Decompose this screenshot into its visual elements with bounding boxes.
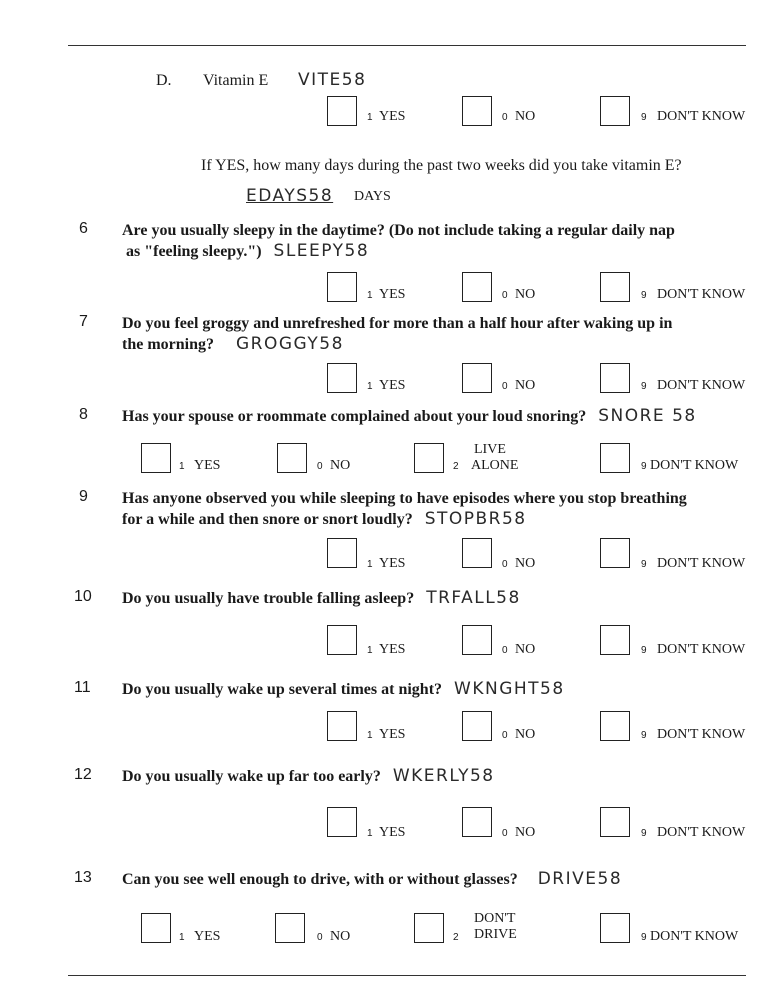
choice-code: 1 (367, 730, 373, 741)
checkbox-yes[interactable] (327, 96, 357, 126)
item-label: Vitamin E (203, 72, 269, 89)
variable-code: VITE58 (298, 70, 367, 90)
question-text (122, 869, 622, 890)
checkbox-dont-know[interactable] (600, 272, 630, 302)
question-number: 9 (79, 488, 88, 505)
question-line: as "feeling sleepy.") (126, 243, 262, 260)
variable-code: GROGGY58 (236, 334, 344, 354)
question-line: Do you feel groggy and unrefreshed for more than a half hour after waking up in (122, 315, 673, 332)
checkbox-dont-know[interactable] (600, 538, 630, 568)
question-line: Do you usually wake up far too early? (122, 768, 381, 785)
variable-code: DRIVE58 (537, 869, 623, 889)
checkbox-yes[interactable] (327, 711, 357, 741)
choice-code: 2 (453, 932, 459, 943)
choice-label: DON'T KNOW (657, 287, 746, 302)
choice-label-line: LIVE (474, 442, 506, 457)
choice-label: YES (379, 727, 406, 742)
checkbox-no[interactable] (462, 272, 492, 302)
choice-code: 9 (641, 112, 647, 123)
choice-code: 1 (367, 290, 373, 301)
checkbox-yes[interactable] (327, 807, 357, 837)
choice-label-line: DON'T (474, 911, 516, 926)
choice-label: YES (194, 929, 221, 944)
choice-label: DON'T KNOW (657, 109, 746, 124)
choice-code: 1 (367, 559, 373, 570)
checkbox-no[interactable] (462, 538, 492, 568)
choice-label: DON'T KNOW (650, 458, 739, 473)
item-letter: D. (156, 72, 172, 89)
choice-label: NO (515, 556, 536, 571)
question-number: 6 (79, 220, 88, 237)
choice-label: NO (515, 109, 536, 124)
choice-label (474, 911, 517, 943)
choice-code: 9 (641, 645, 647, 656)
choice-code: 0 (502, 645, 508, 656)
choice-label: YES (379, 109, 406, 124)
choice-code: 9 (641, 381, 647, 392)
choice-code: 2 (453, 461, 459, 472)
choice-label: DON'T KNOW (657, 642, 746, 657)
choice-code: 0 (502, 381, 508, 392)
question-text (122, 220, 675, 262)
question-text (122, 766, 495, 787)
checkbox-yes[interactable] (141, 913, 171, 943)
choice-code: 0 (502, 559, 508, 570)
choice-label-line: DRIVE (474, 927, 517, 942)
checkbox-yes[interactable] (327, 625, 357, 655)
choice-code: 9 (641, 290, 647, 301)
variable-code: WKNGHT58 (454, 679, 565, 699)
followup-question: If YES, how many days during the past two weeks did you take vitamin E? (201, 157, 682, 174)
choice-label: DON'T KNOW (657, 378, 746, 393)
question-line: Has your spouse or roommate complained about your loud snoring? (122, 408, 587, 425)
choice-code: 1 (367, 112, 373, 123)
choice-code: 0 (502, 112, 508, 123)
choice-label: YES (379, 378, 406, 393)
choice-code: 0 (317, 461, 323, 472)
question-line: Do you usually wake up several times at night? (122, 681, 443, 698)
question-text (122, 588, 521, 609)
question-number: 12 (74, 766, 92, 783)
question-line: Do you usually have trouble falling asleep? (122, 590, 415, 607)
question-number: 7 (79, 313, 88, 330)
choice-label: NO (330, 929, 351, 944)
choice-label: DON'T KNOW (657, 556, 746, 571)
checkbox-dont-know[interactable] (600, 625, 630, 655)
choice-label: DON'T KNOW (657, 727, 746, 742)
top-rule (68, 45, 746, 46)
variable-code: SLEEPY58 (273, 241, 370, 261)
checkbox-yes[interactable] (327, 363, 357, 393)
checkbox-yes[interactable] (327, 272, 357, 302)
choice-label: YES (379, 825, 406, 840)
question-line: Has anyone observed you while sleeping to have episodes where you stop breathing (122, 490, 687, 507)
checkbox-yes[interactable] (327, 538, 357, 568)
choice-label: DON'T KNOW (650, 929, 739, 944)
choice-code: 9 (641, 461, 647, 472)
checkbox-live-alone[interactable] (414, 443, 444, 473)
choice-label: YES (379, 642, 406, 657)
choice-label: YES (379, 287, 406, 302)
checkbox-no[interactable] (275, 913, 305, 943)
checkbox-dont-know[interactable] (600, 443, 630, 473)
checkbox-dont-know[interactable] (600, 363, 630, 393)
checkbox-no[interactable] (462, 96, 492, 126)
choice-code: 0 (317, 932, 323, 943)
checkbox-yes[interactable] (141, 443, 171, 473)
choice-label: NO (515, 287, 536, 302)
checkbox-dont-know[interactable] (600, 711, 630, 741)
variable-code: WKERLY58 (392, 766, 495, 786)
choice-label: YES (194, 458, 221, 473)
choice-code: 0 (502, 290, 508, 301)
checkbox-no[interactable] (462, 711, 492, 741)
checkbox-no[interactable] (462, 625, 492, 655)
bottom-rule (68, 975, 746, 976)
question-line: Can you see well enough to drive, with or without glasses? (122, 871, 518, 888)
choice-code: 9 (641, 932, 647, 943)
choice-code: 1 (367, 645, 373, 656)
choice-code: 0 (502, 828, 508, 839)
question-number: 13 (74, 869, 92, 886)
choice-code: 1 (179, 461, 185, 472)
followup-days-field[interactable]: EDAYS58 (246, 186, 334, 206)
choice-label (471, 442, 519, 474)
choice-code: 1 (367, 828, 373, 839)
choice-code: 1 (367, 381, 373, 392)
variable-code: SNORE 58 (598, 406, 697, 426)
choice-label: DON'T KNOW (657, 825, 746, 840)
variable-code: STOPBR58 (424, 509, 527, 529)
question-number: 8 (79, 406, 88, 423)
checkbox-dont-know[interactable] (600, 807, 630, 837)
checkbox-dont-know[interactable] (600, 96, 630, 126)
question-text (122, 488, 687, 530)
question-text (122, 406, 697, 427)
choice-code: 9 (641, 559, 647, 570)
choice-code: 1 (179, 932, 185, 943)
choice-code: 9 (641, 730, 647, 741)
question-number: 10 (74, 588, 92, 605)
choice-code: 9 (641, 828, 647, 839)
choice-label: NO (330, 458, 351, 473)
question-line: Are you usually sleepy in the daytime? (Do not include taking a regular daily nap (122, 222, 675, 239)
choice-label: YES (379, 556, 406, 571)
question-number: 11 (74, 679, 91, 696)
checkbox-dont-drive[interactable] (414, 913, 444, 943)
days-unit: DAYS (354, 189, 391, 204)
choice-label: NO (515, 642, 536, 657)
choice-label: NO (515, 378, 536, 393)
choice-code: 0 (502, 730, 508, 741)
question-line: for a while and then snore or snort loudly? (122, 511, 413, 528)
choice-label: NO (515, 825, 536, 840)
checkbox-no[interactable] (462, 363, 492, 393)
checkbox-no[interactable] (462, 807, 492, 837)
question-line: the morning? (122, 336, 214, 353)
checkbox-no[interactable] (277, 443, 307, 473)
question-text (122, 313, 672, 355)
choice-label-line: ALONE (471, 458, 519, 473)
checkbox-dont-know[interactable] (600, 913, 630, 943)
choice-label: NO (515, 727, 536, 742)
variable-code: TRFALL58 (426, 588, 521, 608)
question-text (122, 679, 565, 700)
